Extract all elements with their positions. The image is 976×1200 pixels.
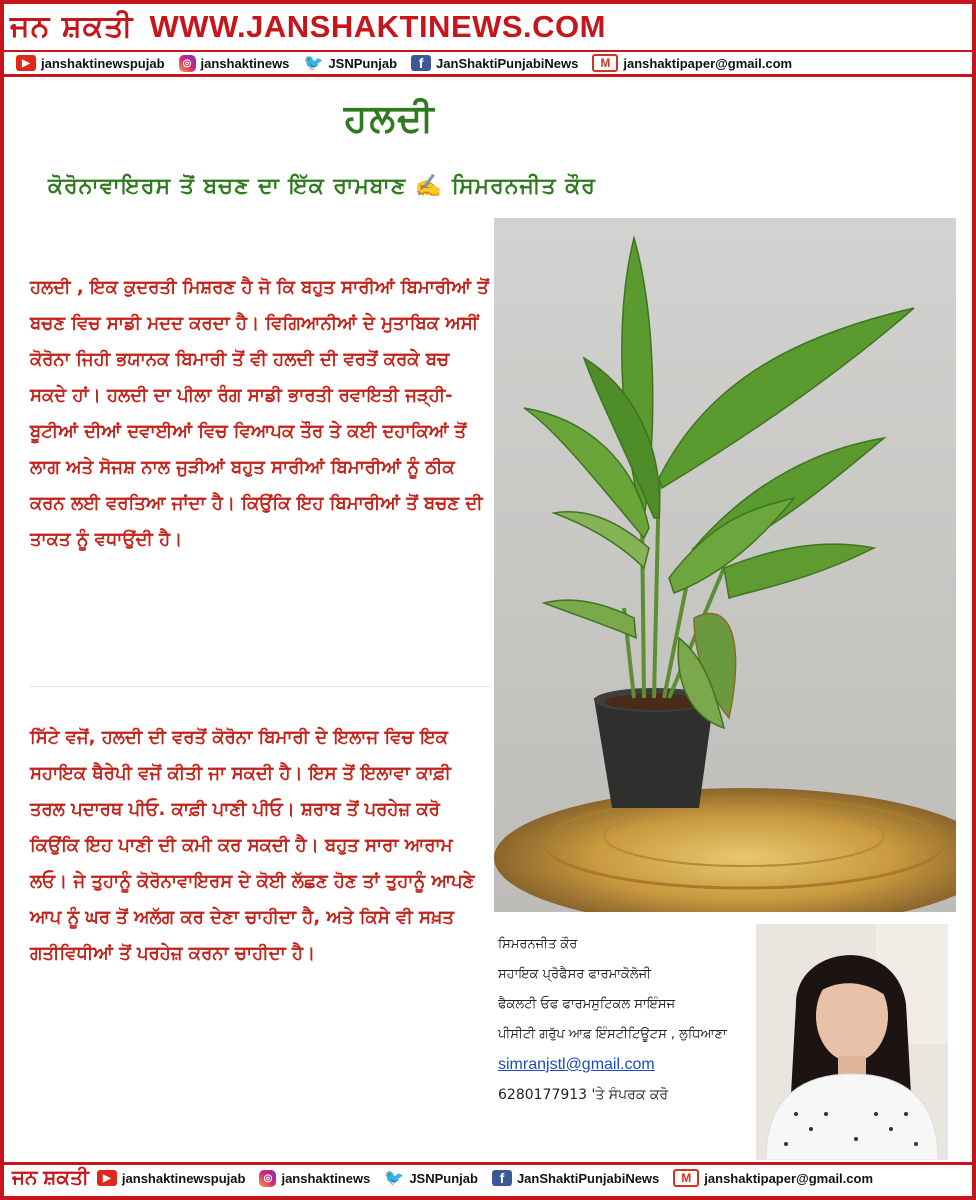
twitter-icon: 🐦 bbox=[384, 1170, 405, 1187]
logo-text: ਜਨ ਸ਼ਕਤੀ bbox=[10, 9, 134, 44]
site-logo[interactable] bbox=[10, 7, 133, 47]
twitter-icon: 🐦 bbox=[303, 55, 324, 72]
youtube-icon: ▶ bbox=[16, 55, 36, 71]
social-instagram[interactable] bbox=[259, 1170, 370, 1187]
social-label: JanShaktiPunjabiNews bbox=[516, 1170, 660, 1186]
site-url[interactable]: WWW.JANSHAKTINEWS.COM bbox=[149, 9, 606, 44]
social-instagram[interactable] bbox=[179, 55, 290, 72]
instagram-icon: ◎ bbox=[259, 1170, 276, 1187]
facebook-icon: f bbox=[411, 55, 431, 71]
youtube-icon: ▶ bbox=[97, 1170, 117, 1186]
article-subtitle bbox=[48, 174, 596, 199]
turmeric-plant-photo bbox=[494, 218, 956, 912]
social-label: janshaktipaper@gmail.com bbox=[704, 1170, 874, 1186]
social-label: JanShaktiPunjabiNews bbox=[436, 55, 579, 71]
social-label: janshaktinews bbox=[281, 1170, 371, 1186]
social-bar-bottom bbox=[4, 1162, 972, 1191]
author-role: ਸਹਾਇਕ ਪ੍ਰੋਫੈਸਰ ਫਾਰਮਾਕੋਲੋਜੀ bbox=[498, 967, 652, 982]
social-label: janshaktinews bbox=[200, 55, 290, 71]
social-label: janshaktipaper@gmail.com bbox=[623, 55, 793, 71]
social-facebook[interactable] bbox=[411, 55, 578, 71]
social-label: JSNPunjab bbox=[328, 55, 398, 71]
social-gmail[interactable] bbox=[673, 1169, 873, 1187]
subtitle-text: ਕੋਰੋਨਾਵਾਇਰਸ ਤੋਂ ਬਚਣ ਦਾ ਇੱਕ ਰਾਮਬਾਣ bbox=[48, 174, 407, 199]
author-portrait-illustration bbox=[756, 924, 948, 1160]
social-label: janshaktinewspujab bbox=[41, 55, 165, 71]
social-twitter[interactable] bbox=[303, 55, 397, 71]
author-portrait bbox=[756, 924, 948, 1160]
paragraph-divider bbox=[30, 686, 490, 687]
social-youtube[interactable] bbox=[16, 55, 165, 71]
author-faculty: ਫੈਕਲਟੀ ਓਫ ਫਾਰਮਸੁਟਿਕਲ ਸਾਇੰਸਜ bbox=[498, 997, 676, 1012]
gmail-icon: M bbox=[673, 1169, 699, 1187]
writing-hand-icon: ✍️ bbox=[414, 174, 444, 199]
article-paragraph-2: ਸਿੱਟੇ ਵਜੋਂ, ਹਲਦੀ ਦੀ ਵਰਤੋਂ ਕੋਰੋਨਾ ਬਿਮਾਰੀ ਦੇ ਇਲਾਜ ਵਿਚ ਇਕ ਸਹਾਇਕ ਥੈਰੇਪੀ ਵਜੋਂ ਕੀਤੀ ਜਾ ਸਕਦੀ ਹੈ। ਇਸ ਤੋਂ ਇਲਾਵਾ ਕਾਫ਼ੀ ਤਰਲ ਪਦਾਰਥ ਪੀਓ. ਕਾਫ਼ੀ ਪਾਣੀ ਪੀਓ। ਸ਼ਰਾਬ ਤੋਂ ਪਰਹੇਜ਼ ਕਰੋ ਕਿਉਂਕਿ ਇਹ ਪਾਣੀ ਦੀ ਕਮੀ ਕਰ ਸਕਦੀ ਹੈ। ਬਹੁਤ ਸਾਰਾ ਆਰਾਮ ਲਓ। ਜੇ ਤੁਹਾਨੂੰ ਕੋਰੋਨਾਵਾਇਰਸ ਦੇ ਕੋਈ ਲੱਛਣ ਹੋਣ ਤਾਂ ਤੁਹਾਨੂੰ ਆਪਣੇ ਆਪ ਨੂੰ ਘਰ ਤੋਂ ਅਲੱਗ ਕਰ ਦੇਣਾ ਚਾਹੀਦਾ ਹੈ, ਅਤੇ ਕਿਸੇ ਵੀ ਸਖ਼ਤ ਗਤੀਵਿਧੀਆਂ ਤੋਂ ਪਰਹੇਜ਼ ਕਰਨਾ ਚਾਹੀਦਾ ਹੈ। bbox=[30, 727, 475, 964]
page-frame bbox=[4, 4, 972, 1196]
social-gmail[interactable] bbox=[592, 54, 792, 72]
article-paragraph-1: ਹਲਦੀ , ਇਕ ਕੁਦਰਤੀ ਮਿਸ਼ਰਣ ਹੈ ਜੋ ਕਿ ਬਹੁਤ ਸਾਰੀਆਂ ਬਿਮਾਰੀਆਂ ਤੋਂ ਬਚਣ ਵਿਚ ਸਾਡੀ ਮਦਦ ਕਰਦਾ ਹੈ। ਵਿਗਿਆਨੀਆਂ ਦੇ ਮੁਤਾਬਿਕ ਅਸੀਂ ਕੋਰੋਨਾ ਜਿਹੀ ਭਯਾਨਕ ਬਿਮਾਰੀ ਤੋਂ ਵੀ ਹਲਦੀ ਦੀ ਵਰਤੋਂ ਕਰਕੇ ਬਚ ਸਕਦੇ ਹਾਂ। ਹਲਦੀ ਦਾ ਪੀਲਾ ਰੰਗ ਸਾਡੀ ਭਾਰਤੀ ਰਵਾਇਤੀ ਜੜ੍ਹੀ-ਬੂਟੀਆਂ ਦੀਆਂ ਦਵਾਈਆਂ ਵਿਚ ਵਿਆਪਕ ਤੌਰ ਤੇ ਕਈ ਦਹਾਕਿਆਂ ਤੋਂ ਲਾਗ ਅਤੇ ਸੋਜਸ਼ ਨਾਲ ਜੁੜੀਆਂ ਬਹੁਤ ਸਾਰੀਆਂ ਬਿਮਾਰੀਆਂ ਨੂੰ ਠੀਕ ਕਰਨ ਲਈ ਵਰਤਿਆ ਜਾਂਦਾ ਹੈ। ਕਿਉਂਕਿ ਇਹ ਬਿਮਾਰੀਆਂ ਤੋਂ ਬਚਣ ਦੀ ਤਾਕਤ ਨੂੰ ਵਧਾਉਂਦੀ ਹੈ। bbox=[30, 277, 489, 550]
author-block bbox=[498, 930, 748, 1110]
author-institute: ਪੀਸੀਟੀ ਗਰੁੱਪ ਆਫ਼ ਇੰਸਟੀਟਿਊਟਸ , ਲੁਧਿਆਣਾ bbox=[498, 1027, 727, 1042]
social-label: JSNPunjab bbox=[409, 1170, 478, 1186]
instagram-icon: ◎ bbox=[179, 55, 196, 72]
facebook-icon: f bbox=[492, 1170, 512, 1186]
turmeric-plant-illustration bbox=[494, 218, 956, 912]
social-bar-top bbox=[4, 52, 972, 77]
author-name: ਸਿਮਰਨਜੀਤ ਕੌਰ bbox=[498, 937, 578, 952]
author-phone: 6280177913 'ਤੇ ਸੰਪਰਕ ਕਰੋ bbox=[498, 1087, 669, 1103]
author-email-link[interactable]: simranjstl@gmail.com bbox=[498, 1056, 655, 1073]
subtitle-author: ਸਿਮਰਨਜੀਤ ਕੌਰ bbox=[451, 174, 596, 199]
social-twitter[interactable] bbox=[384, 1170, 478, 1186]
masthead bbox=[4, 4, 972, 53]
article-title: ਹਲਦੀ bbox=[344, 96, 436, 140]
gmail-icon: M bbox=[592, 54, 618, 72]
social-facebook[interactable] bbox=[492, 1170, 659, 1186]
social-label: janshaktinewspujab bbox=[121, 1170, 246, 1186]
footer-logo[interactable]: ਜਨ ਸ਼ਕਤੀ bbox=[12, 1166, 89, 1189]
social-youtube[interactable] bbox=[97, 1170, 246, 1186]
